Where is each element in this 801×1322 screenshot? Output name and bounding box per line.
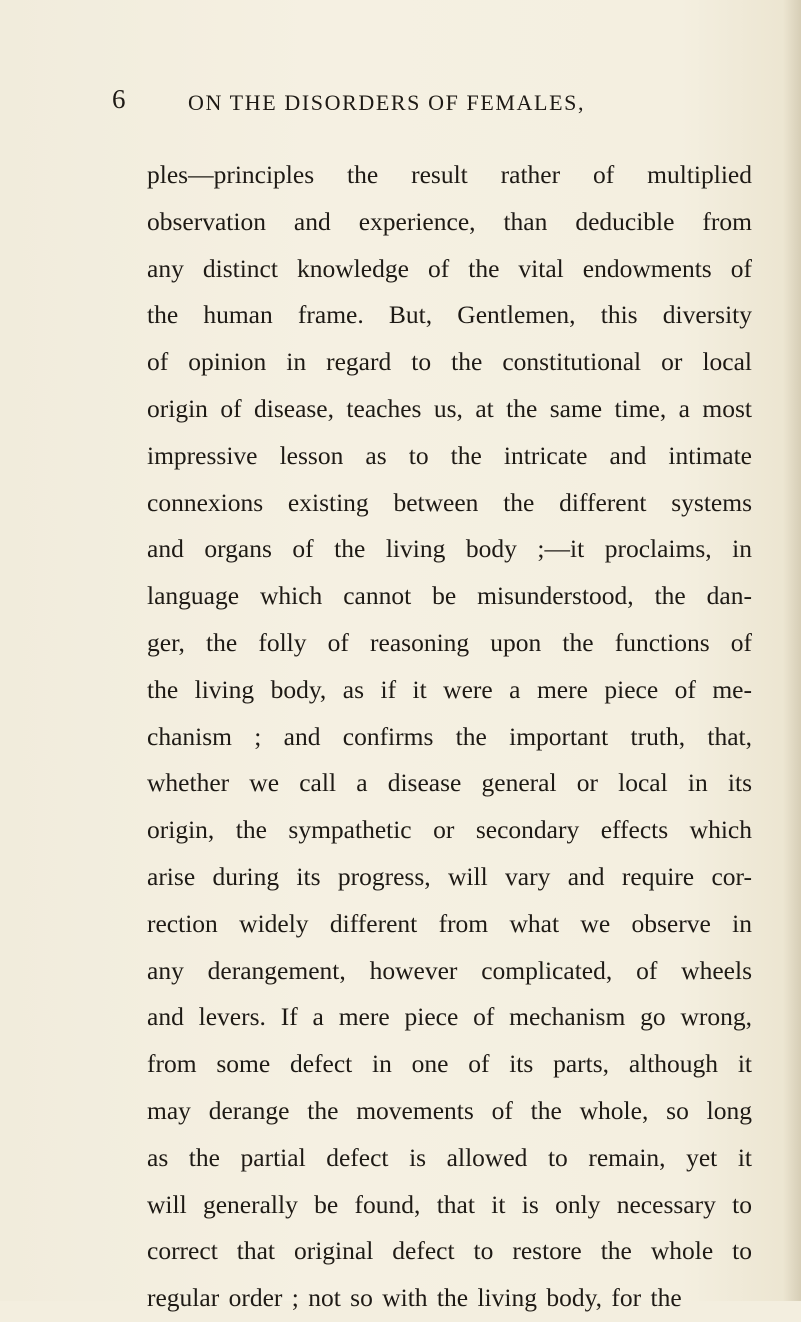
text-line: of opinion in regard to the constitutional or local <box>147 347 752 377</box>
text-line: origin, the sympathetic or secondary effects which <box>147 815 752 845</box>
text-line: from some defect in one of its parts, although it <box>147 1049 752 1079</box>
text-line: may derange the movements of the whole, so long <box>147 1095 752 1125</box>
page-edge-shadow <box>783 0 801 1301</box>
page-header <box>112 84 732 124</box>
text-line: rection widely different from what we observe in <box>147 908 752 938</box>
text-line: and levers. If a mere piece of mechanism go wrong, <box>147 1002 752 1032</box>
text-line: origin of disease, teaches us, at the same time, a most <box>147 393 752 423</box>
text-line: whether we call a disease general or local in its <box>147 768 752 798</box>
body-text <box>147 152 752 1322</box>
text-line: ples—principles the result rather of multiplied <box>147 160 752 189</box>
text-line: observation and experience, than deducible from <box>147 206 752 236</box>
text-line: and organs of the living body ;—it proclaims, in <box>147 534 752 564</box>
text-line: language which cannot be misunderstood, the dan- <box>147 581 752 611</box>
text-line: as the partial defect is allowed to remain, yet it <box>147 1142 752 1172</box>
text-line: will generally be found, that it is only necessary to <box>147 1189 752 1219</box>
text-line: connexions existing between the different systems <box>147 487 752 517</box>
text-line: any distinct knowledge of the vital endowments of <box>147 253 752 283</box>
page-number: 6 <box>112 84 126 114</box>
text-line: arise during its progress, will vary and require cor- <box>147 861 752 891</box>
text-line: the human frame. But, Gentlemen, this diversity <box>147 300 752 330</box>
text-line: regular order ; not so with the living body, for the <box>147 1283 682 1313</box>
text-line: chanism ; and confirms the important truth, that, <box>147 721 752 751</box>
text-line: correct that original defect to restore the whole to <box>147 1236 752 1266</box>
running-head: ON THE DISORDERS OF FEMALES, <box>188 90 586 115</box>
text-line: the living body, as if it were a mere piece of me- <box>147 674 752 704</box>
text-line: impressive lesson as to the intricate and intimate <box>147 440 752 470</box>
text-line: any derangement, however complicated, of wheels <box>147 955 752 985</box>
text-line: ger, the folly of reasoning upon the functions of <box>147 627 752 657</box>
